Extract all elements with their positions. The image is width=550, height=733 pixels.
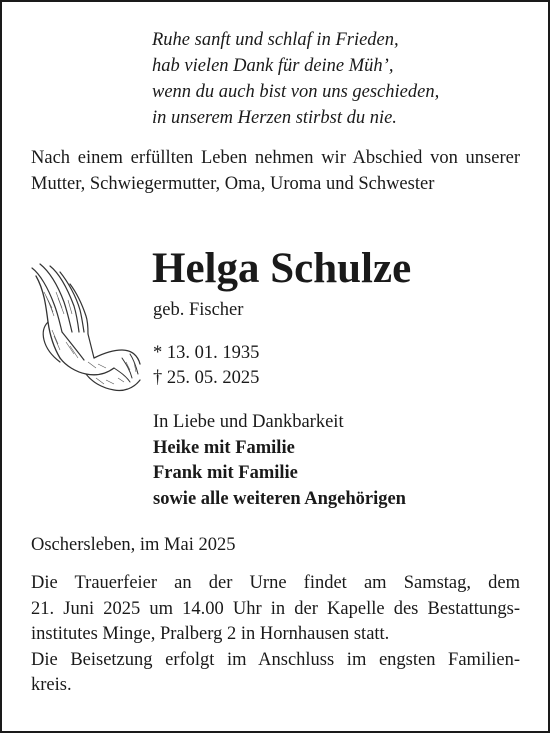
- service-line: Die Trauerfeier an der Urne findet am Samstag, dem: [31, 573, 520, 593]
- service-line: 21. Juni 2025 um 14.00 Uhr in der Kapelle des Bestattungs-: [31, 598, 520, 619]
- intro-text: Nach einem erfüllten Leben nehmen wir Abschied von unserer Mutter, Schwiegermutter, Oma, Uroma und Schwester: [31, 148, 520, 194]
- mourner-name: sowie alle weiteren Angehörigen: [153, 488, 406, 509]
- place-date: Oschersleben, im Mai 2025: [31, 535, 236, 555]
- service-line: institutes Minge, Pralberg 2 in Hornhausen statt.: [31, 624, 390, 644]
- poem: [152, 27, 439, 131]
- mourner-name: Heike mit Familie: [153, 437, 295, 458]
- deceased-name: Helga Schulze: [152, 245, 412, 292]
- birth-date: * 13. 01. 1935: [153, 343, 260, 363]
- mourners: [153, 410, 406, 512]
- service-info: [31, 571, 520, 699]
- death-date: † 25. 05. 2025: [153, 368, 260, 388]
- service-line: Die Beisetzung erfolgt im Anschluss im engsten Familien-: [31, 649, 520, 670]
- poem-line: wenn du auch bist von uns geschieden,: [152, 82, 440, 102]
- praying-hands-icon: [26, 262, 144, 394]
- mourner-name: Frank mit Familie: [153, 463, 298, 483]
- service-line: kreis.: [31, 675, 72, 695]
- poem-line: hab vielen Dank für deine Müh’,: [152, 56, 394, 76]
- birth-name: geb. Fischer: [153, 300, 244, 320]
- life-dates: [153, 341, 259, 391]
- poem-line: Ruhe sanft und schlaf in Frieden,: [152, 30, 399, 50]
- mourners-intro: In Liebe und Dankbarkeit: [153, 412, 344, 432]
- poem-line: in unserem Herzen stirbst du nie.: [152, 108, 397, 128]
